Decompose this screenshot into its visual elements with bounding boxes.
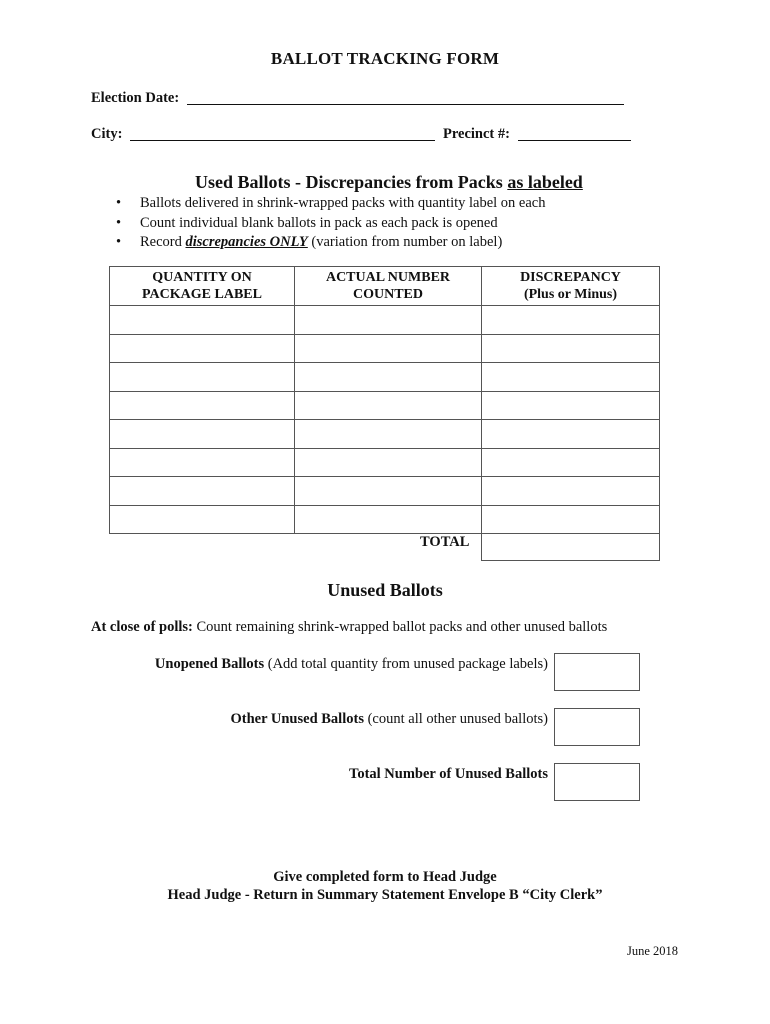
total-unused-ballots-label: Total Number of Unused Ballots: [348, 766, 548, 782]
form-date-footer: June 2018: [627, 944, 679, 958]
table-row: [110, 306, 660, 335]
close-of-polls-label: At close of polls:: [91, 619, 193, 635]
column-header-discrepancy: DISCREPANCY (Plus or Minus): [482, 267, 660, 306]
other-unused-ballots-box[interactable]: [554, 708, 640, 746]
bullet-text-prefix: Record: [140, 234, 186, 250]
discrepancy-table: [109, 266, 660, 534]
table-row: [110, 420, 660, 449]
table-cell[interactable]: [482, 505, 660, 534]
table-cell[interactable]: [482, 477, 660, 506]
close-of-polls-instruction: Count remaining shrink-wrapped ballot packs and other unused ballots: [192, 619, 608, 635]
table-cell[interactable]: [295, 363, 482, 392]
column-header-quantity: QUANTITY ON PACKAGE LABEL: [110, 267, 295, 306]
used-ballots-heading-text: Used Ballots - Discrepancies from Packs: [195, 172, 508, 192]
table-cell[interactable]: [110, 505, 295, 534]
city-line[interactable]: [130, 140, 435, 141]
form-title: BALLOT TRACKING FORM: [270, 49, 500, 68]
bullet-text-emphasis: discrepancies ONLY: [185, 234, 308, 250]
table-cell[interactable]: [110, 363, 295, 392]
close-of-polls-text: [91, 619, 607, 636]
table-cell[interactable]: [482, 334, 660, 363]
city-label: City:: [91, 126, 123, 142]
list-item: [116, 214, 545, 234]
table-cell[interactable]: [295, 477, 482, 506]
unopened-ballots-box[interactable]: [554, 653, 640, 691]
list-item: [116, 233, 545, 253]
table-row: [110, 505, 660, 534]
table-cell[interactable]: [482, 363, 660, 392]
bullet-icon: •: [116, 214, 122, 231]
table-cell[interactable]: [482, 448, 660, 477]
table-row: [110, 391, 660, 420]
bullet-text: Ballots delivered in shrink-wrapped packs with quantity label on each: [140, 195, 546, 211]
table-cell[interactable]: [295, 306, 482, 335]
table-cell[interactable]: [295, 505, 482, 534]
table-cell[interactable]: [110, 306, 295, 335]
table-cell[interactable]: [295, 391, 482, 420]
used-ballots-heading: [195, 172, 583, 193]
bullet-text: Count individual blank ballots in pack as each pack is opened: [140, 214, 498, 231]
bullet-text-suffix: (variation from number on label): [307, 234, 503, 250]
table-cell[interactable]: [482, 306, 660, 335]
table-row: [110, 448, 660, 477]
table-cell[interactable]: [482, 391, 660, 420]
table-cell[interactable]: [482, 420, 660, 449]
total-unused-ballots-box[interactable]: [554, 763, 640, 801]
used-ballots-heading-underlined: as labeled: [507, 172, 583, 192]
table-cell[interactable]: [110, 334, 295, 363]
used-total-label: TOTAL: [420, 534, 470, 550]
table-row: [110, 334, 660, 363]
table-header-row: [110, 267, 660, 306]
precinct-label: Precinct #:: [443, 126, 510, 142]
table-cell[interactable]: [295, 334, 482, 363]
table-cell[interactable]: [110, 420, 295, 449]
election-date-line[interactable]: [187, 104, 624, 105]
used-ballots-instructions: [116, 194, 545, 253]
table-cell[interactable]: [110, 477, 295, 506]
bullet-icon: •: [116, 234, 122, 250]
table-cell[interactable]: [110, 391, 295, 420]
bullet-icon: •: [116, 195, 122, 211]
column-header-actual: ACTUAL NUMBER COUNTED: [295, 267, 482, 306]
used-total-box[interactable]: [481, 532, 660, 561]
election-date-label: Election Date:: [91, 90, 180, 106]
precinct-line[interactable]: [518, 140, 631, 141]
table-cell[interactable]: [295, 448, 482, 477]
instruction-line-1: Give completed form to Head Judge: [273, 869, 497, 885]
unopened-ballots-label: Unopened Ballots (Add total quantity from unused package labels): [154, 656, 548, 672]
table-row: [110, 363, 660, 392]
list-item: [116, 194, 545, 214]
instruction-line-2: Head Judge - Return in Summary Statement Envelope B “City Clerk”: [167, 887, 603, 903]
table-row: [110, 477, 660, 506]
other-unused-ballots-label: Other Unused Ballots (count all other unused ballots): [230, 711, 548, 727]
table-cell[interactable]: [110, 448, 295, 477]
table-cell[interactable]: [295, 420, 482, 449]
unused-ballots-heading: Unused Ballots: [327, 580, 443, 600]
